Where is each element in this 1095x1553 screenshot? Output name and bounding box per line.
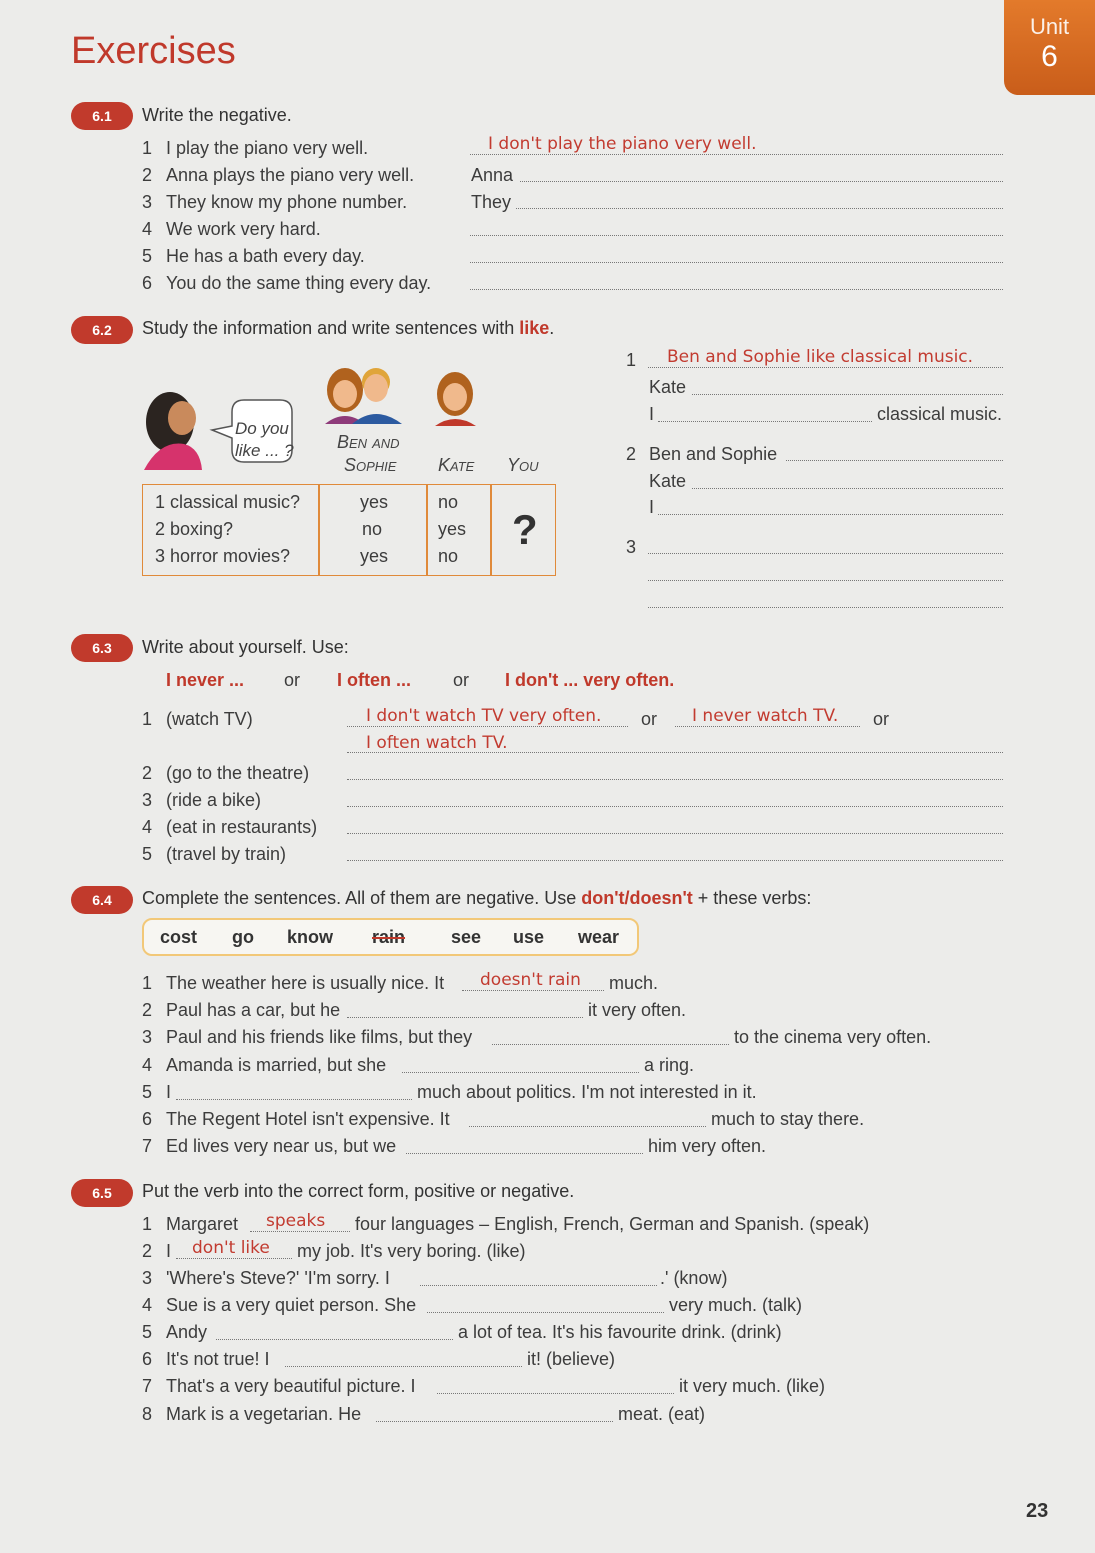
- list-item-number: 1: [142, 709, 153, 729]
- answer-prefix: They: [471, 192, 512, 212]
- answer-line[interactable]: [176, 1258, 292, 1259]
- table-cell-ben: no: [362, 519, 383, 539]
- list-item-number: 5: [142, 246, 153, 266]
- answer-line[interactable]: [492, 1044, 729, 1045]
- answer-prefix: I: [649, 404, 655, 424]
- list-item-text: (watch TV): [166, 709, 253, 729]
- handwritten-answer: I often watch TV.: [366, 733, 508, 753]
- sentence-start: The Regent Hotel isn't expensive. It: [166, 1109, 450, 1129]
- list-item-number: 4: [142, 219, 153, 239]
- sentence-start: Mark is a vegetarian. He: [166, 1404, 362, 1424]
- verb-cost: cost: [160, 927, 198, 947]
- option-or: or: [641, 709, 658, 729]
- handwritten-answer: I don't watch TV very often.: [366, 706, 602, 726]
- list-item-text: I play the piano very well.: [166, 138, 369, 158]
- list-item-text: (ride a bike): [166, 790, 262, 810]
- sentence-start: Paul and his friends like films, but they: [166, 1027, 473, 1047]
- sentence-start: Margaret: [166, 1214, 239, 1234]
- sentence-end: meat. (eat): [618, 1404, 706, 1424]
- list-item-text: (eat in restaurants): [166, 817, 318, 837]
- answer-line[interactable]: [462, 990, 604, 991]
- table-cell-question: 1 classical music?: [155, 492, 301, 512]
- list-item-number: 7: [142, 1136, 153, 1156]
- list-item-number: 8: [142, 1404, 153, 1424]
- answer-number: 2: [626, 444, 637, 464]
- list-item-number: 5: [142, 1322, 153, 1342]
- sentence-end: much.: [609, 973, 659, 993]
- exercise-heading-6-1: Write the negative.: [142, 105, 292, 125]
- sentence-start: Ed lives very near us, but we: [166, 1136, 397, 1156]
- answer-prefix: Kate: [649, 377, 687, 397]
- option-or: or: [873, 709, 890, 729]
- answer-line[interactable]: [675, 726, 860, 727]
- list-item-text: (travel by train): [166, 844, 287, 864]
- list-item-number: 4: [142, 1295, 153, 1315]
- page-number: 23: [1026, 1500, 1049, 1522]
- unit-label: Unit: [1029, 14, 1070, 39]
- answer-line[interactable]: [216, 1339, 453, 1340]
- sentence-start: I: [166, 1241, 172, 1261]
- list-item-number: 6: [142, 1349, 153, 1369]
- answer-line[interactable]: [648, 367, 1003, 368]
- sentence-start: It's not true! I: [166, 1349, 270, 1369]
- table-cell-ben: yes: [360, 546, 389, 566]
- list-item-number: 3: [142, 192, 153, 212]
- question-mark: ?: [512, 506, 538, 553]
- list-item-number: 6: [142, 1109, 153, 1129]
- answer-prefix: Ben and Sophie: [649, 444, 778, 464]
- answer-line[interactable]: [470, 154, 1003, 155]
- answer-line[interactable]: [470, 289, 1003, 290]
- list-item-text: You do the same thing every day.: [166, 273, 432, 293]
- sentence-start: Sue is a very quiet person. She: [166, 1295, 417, 1315]
- answer-number: 3: [626, 537, 637, 557]
- column-header-kate: Kate: [438, 455, 475, 475]
- list-item-number: 2: [142, 1000, 153, 1020]
- exercise-badge-6-2: 6.2: [71, 316, 133, 344]
- sentence-end: much to stay there.: [711, 1109, 865, 1129]
- sentence-end: very much. (talk): [669, 1295, 803, 1315]
- sentence-end: a lot of tea. It's his favourite drink. (drink): [458, 1322, 782, 1342]
- answer-line[interactable]: [285, 1366, 522, 1367]
- handwritten-answer: Ben and Sophie like classical music.: [667, 347, 974, 367]
- kate-icon: [435, 372, 476, 426]
- column-header-ben: Ben and: [337, 432, 400, 452]
- keyword-like: like: [519, 318, 550, 338]
- list-item-text: Anna plays the piano very well.: [166, 165, 415, 185]
- table-cell-question: 2 boxing?: [155, 519, 234, 539]
- exercise-badge-6-4: 6.4: [71, 886, 133, 914]
- exercise-heading-6-2: Study the information and write sentences with like.: [142, 318, 555, 338]
- answer-line[interactable]: [427, 1312, 664, 1313]
- sentence-end: to the cinema very often.: [734, 1027, 932, 1047]
- table-cell-kate: yes: [438, 519, 467, 539]
- sentence-start: Andy: [166, 1322, 208, 1342]
- sentence-start: The weather here is usually nice. It: [166, 973, 445, 993]
- answer-line[interactable]: [470, 235, 1003, 236]
- answer-line[interactable]: [786, 460, 1003, 461]
- answer-line[interactable]: [347, 806, 1003, 807]
- answer-line[interactable]: [406, 1153, 643, 1154]
- answer-line[interactable]: [692, 394, 1003, 395]
- list-item-number: 1: [142, 138, 153, 158]
- list-item-number: 3: [142, 1027, 153, 1047]
- sentence-end: a ring.: [644, 1055, 695, 1075]
- answer-line[interactable]: [402, 1072, 639, 1073]
- answer-line[interactable]: [347, 779, 1003, 780]
- sentence-end: .' (know): [660, 1268, 728, 1288]
- unit-number: 6: [1041, 40, 1058, 73]
- verb-rain-crossed: rain: [372, 927, 406, 947]
- sentence-end: much about politics. I'm not interested in it.: [417, 1082, 757, 1102]
- exercise-badge-6-3: 6.3: [71, 634, 133, 662]
- answer-line[interactable]: [347, 860, 1003, 861]
- answer-prefix: I: [649, 497, 655, 517]
- list-item-text: (go to the theatre): [166, 763, 310, 783]
- verb-know: know: [287, 927, 334, 947]
- people-illustration: [140, 360, 480, 480]
- answer-line[interactable]: [347, 726, 628, 727]
- answer-line[interactable]: [520, 181, 1003, 182]
- unit-tab: [1004, 0, 1095, 95]
- answer-line[interactable]: [692, 488, 1003, 489]
- page-title: Exercises: [71, 30, 236, 72]
- exercise-badge-6-1: 6.1: [71, 102, 133, 130]
- sentence-start: 'Where's Steve?' 'I'm sorry. I: [166, 1268, 390, 1288]
- answer-line[interactable]: [250, 1231, 350, 1232]
- table-divider: [426, 484, 428, 576]
- answer-line[interactable]: [376, 1421, 613, 1422]
- exercise-badge-6-5: 6.5: [71, 1179, 133, 1207]
- sentence-start: I: [166, 1082, 172, 1102]
- verb-use: use: [513, 927, 545, 947]
- answer-line[interactable]: [648, 553, 1003, 554]
- answer-line[interactable]: [648, 607, 1003, 608]
- handwritten-answer: I don't play the piano very well.: [488, 134, 757, 154]
- list-item-number: 1: [142, 1214, 153, 1234]
- verb-wear: wear: [578, 927, 620, 947]
- list-item-number: 4: [142, 1055, 153, 1075]
- option-never: I never ...: [166, 670, 245, 690]
- handwritten-answer: doesn't rain: [480, 970, 581, 990]
- answer-line[interactable]: [470, 262, 1003, 263]
- list-item-number: 4: [142, 817, 153, 837]
- answer-line[interactable]: [347, 833, 1003, 834]
- list-item-number: 2: [142, 165, 153, 185]
- sentence-start: That's a very beautiful picture. I: [166, 1376, 416, 1396]
- keyword-dont-doesnt: don't/doesn't: [581, 888, 693, 908]
- list-item-number: 5: [142, 1082, 153, 1102]
- table-cell-kate: no: [438, 492, 459, 512]
- handwritten-answer: don't like: [192, 1238, 270, 1258]
- list-item-number: 3: [142, 1268, 153, 1288]
- list-item-number: 3: [142, 790, 153, 810]
- table-cell-question: 3 horror movies?: [155, 546, 291, 566]
- answer-line[interactable]: [658, 421, 872, 422]
- list-item-number: 2: [142, 763, 153, 783]
- exercise-heading-6-5: Put the verb into the correct form, positive or negative.: [142, 1181, 575, 1201]
- table-cell-ben: yes: [360, 492, 389, 512]
- option-or: or: [453, 670, 470, 690]
- list-item-number: 7: [142, 1376, 153, 1396]
- couple-icon: [325, 368, 402, 424]
- column-header-you: You: [507, 455, 539, 475]
- sentence-end: it very often.: [588, 1000, 687, 1020]
- handwritten-answer: speaks: [266, 1211, 326, 1231]
- answer-suffix: classical music.: [877, 404, 1003, 424]
- answer-line[interactable]: [420, 1285, 657, 1286]
- verb-see: see: [451, 927, 482, 947]
- list-item-text: They know my phone number.: [166, 192, 408, 212]
- option-or: or: [284, 670, 301, 690]
- list-item-text: We work very hard.: [166, 219, 321, 239]
- sentence-end: four languages – English, French, German and Spanish. (speak): [355, 1214, 870, 1234]
- option-often: I often ...: [337, 670, 411, 690]
- answer-line[interactable]: [648, 580, 1003, 581]
- answer-number: 1: [626, 350, 637, 370]
- exercise-heading-6-4: Complete the sentences. All of them are negative. Use don't/doesn't + these verbs:: [142, 888, 812, 908]
- answer-line[interactable]: [469, 1126, 706, 1127]
- speech-bubble-text: Do you like ... ?: [235, 419, 294, 460]
- list-item-number: 6: [142, 273, 153, 293]
- table-cell-kate: no: [438, 546, 459, 566]
- answer-line[interactable]: [658, 514, 1003, 515]
- list-item-text: He has a bath every day.: [166, 246, 365, 266]
- answer-prefix: Kate: [649, 471, 687, 491]
- exercise-heading-6-3: Write about yourself. Use:: [142, 637, 349, 657]
- list-item-number: 1: [142, 973, 153, 993]
- answer-line[interactable]: [176, 1099, 412, 1100]
- answer-prefix: Anna: [471, 165, 514, 185]
- option-dont: I don't ... very often.: [505, 670, 675, 690]
- list-item-number: 5: [142, 844, 153, 864]
- table-divider: [318, 484, 320, 576]
- handwritten-answer: I never watch TV.: [692, 706, 839, 726]
- sentence-start: Paul has a car, but he: [166, 1000, 341, 1020]
- sentence-end: him very often.: [648, 1136, 767, 1156]
- list-item-number: 2: [142, 1241, 153, 1261]
- sentence-end: it very much. (like): [679, 1376, 826, 1396]
- verb-go: go: [232, 927, 254, 947]
- answer-line[interactable]: [516, 208, 1003, 209]
- column-header-sophie: Sophie: [344, 455, 397, 475]
- answer-line[interactable]: [437, 1393, 674, 1394]
- sentence-end: my job. It's very boring. (like): [297, 1241, 526, 1261]
- sentence-start: Amanda is married, but she: [166, 1055, 387, 1075]
- woman-icon: [144, 392, 202, 470]
- sentence-end: it! (believe): [527, 1349, 616, 1369]
- table-divider: [490, 484, 492, 576]
- answer-line[interactable]: [347, 1017, 583, 1018]
